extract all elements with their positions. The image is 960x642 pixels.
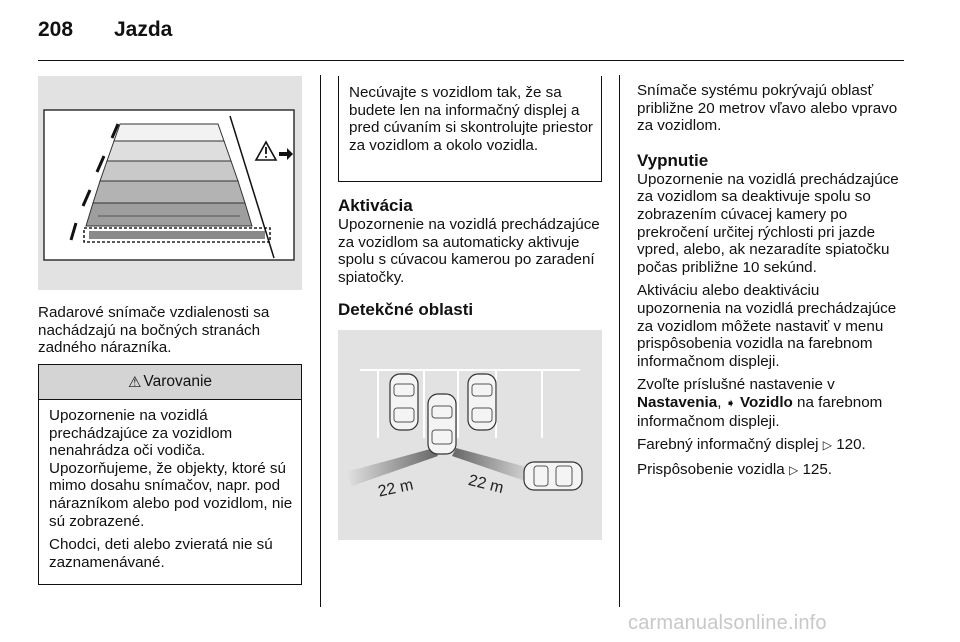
sensor-caption: Radarové snímače vzdialenosti sa nachádzajú na bočných stranách zadného nárazníka. xyxy=(38,304,270,357)
reference-personalization: Prispôsobenie vozidla ▷ 125. xyxy=(637,460,833,478)
activation-text: Upozornenie na vozidlá prechádzajúce za vozidlom sa automaticky aktivuje spolu s cúvacou kamerou po zaradení spiatočky. xyxy=(338,216,600,286)
distance-label-right: 22 m xyxy=(466,471,506,498)
warning-text-2: Chodci, deti alebo zvieratá nie sú zaznamenávané. xyxy=(49,536,273,571)
menu-arrow-icon: ➧ xyxy=(725,395,736,410)
camera-display-figure xyxy=(38,76,302,290)
warning-icon: ⚠ xyxy=(127,374,142,391)
settings-text: Aktiváciu alebo deaktiváciu upozornenia na vozidlá prechádzajúce za vozidlom môžete nastaviť v menu prispôsobenia vozidla na farebnom informačnom displeji. xyxy=(637,282,897,370)
menu-vehicle: Vozidlo xyxy=(739,393,793,411)
warning-box-body xyxy=(38,399,302,585)
choose-setting-text: Zvoľte príslušné nastavenie v Nastavenia, ➧ Vozidlo na farebnom informačnom displeji. xyxy=(637,376,883,430)
camera-display-illustration xyxy=(38,76,302,290)
warning-title: Varovanie xyxy=(143,373,213,390)
detection-zones-illustration xyxy=(338,330,602,540)
page-header xyxy=(38,14,904,50)
column-3 xyxy=(637,82,901,479)
range-text: Snímače systému pokrývajú oblasť približne 20 metrov vľavo alebo vpravo za vozidlom. xyxy=(637,82,898,135)
page-ref-icon: ▷ xyxy=(788,462,799,477)
column-divider-2 xyxy=(619,75,620,607)
zones-section xyxy=(338,300,602,320)
activation-heading: Aktivácia xyxy=(338,196,413,215)
warning-box-header xyxy=(38,364,302,400)
page-number: 208 xyxy=(38,18,74,41)
notice-text: Necúvajte s vozidlom tak, že sa budete len na informačný displej a pred cúvaním si skontrolujte priestor za vozidlom a okolo vozidla. xyxy=(349,84,593,154)
deactivation-text: Upozornenie na vozidlá prechádzajúce za vozidlom sa deaktivuje spolu so zobrazením cúvacej kamery po prekročení určitej rýchlosti pri jazde vpred, alebo, ak nezaradíte spiatočku počas približne 10 sekúnd. xyxy=(637,170,899,276)
deactivation-heading: Vypnutie xyxy=(637,150,709,170)
column-divider-1 xyxy=(320,75,321,607)
zones-heading: Detekčné oblasti xyxy=(338,300,474,319)
watermark: carmanualsonline.info xyxy=(628,612,827,634)
page-ref-icon: ▷ xyxy=(822,438,832,453)
activation-section xyxy=(338,196,604,286)
menu-settings: Nastavenia xyxy=(637,393,718,411)
detection-zones-figure xyxy=(338,330,602,540)
warning-text-1: Upozornenie na vozidlá prechádzajúce za vozidlom nenahrádza oči vodiča. Upozorňujeme, že objekty, ktoré sú mimo dosahu snímačov, napr. pod nárazníkom alebo pod vozidlom, nie sú zobrazené. xyxy=(49,407,293,530)
notice-box xyxy=(338,76,602,182)
header-divider xyxy=(38,60,904,61)
distance-label-left: 22 m xyxy=(376,476,415,501)
chapter-title: Jazda xyxy=(114,18,173,41)
reference-display: Farebný informačný displej ▷ 120. xyxy=(637,436,866,454)
